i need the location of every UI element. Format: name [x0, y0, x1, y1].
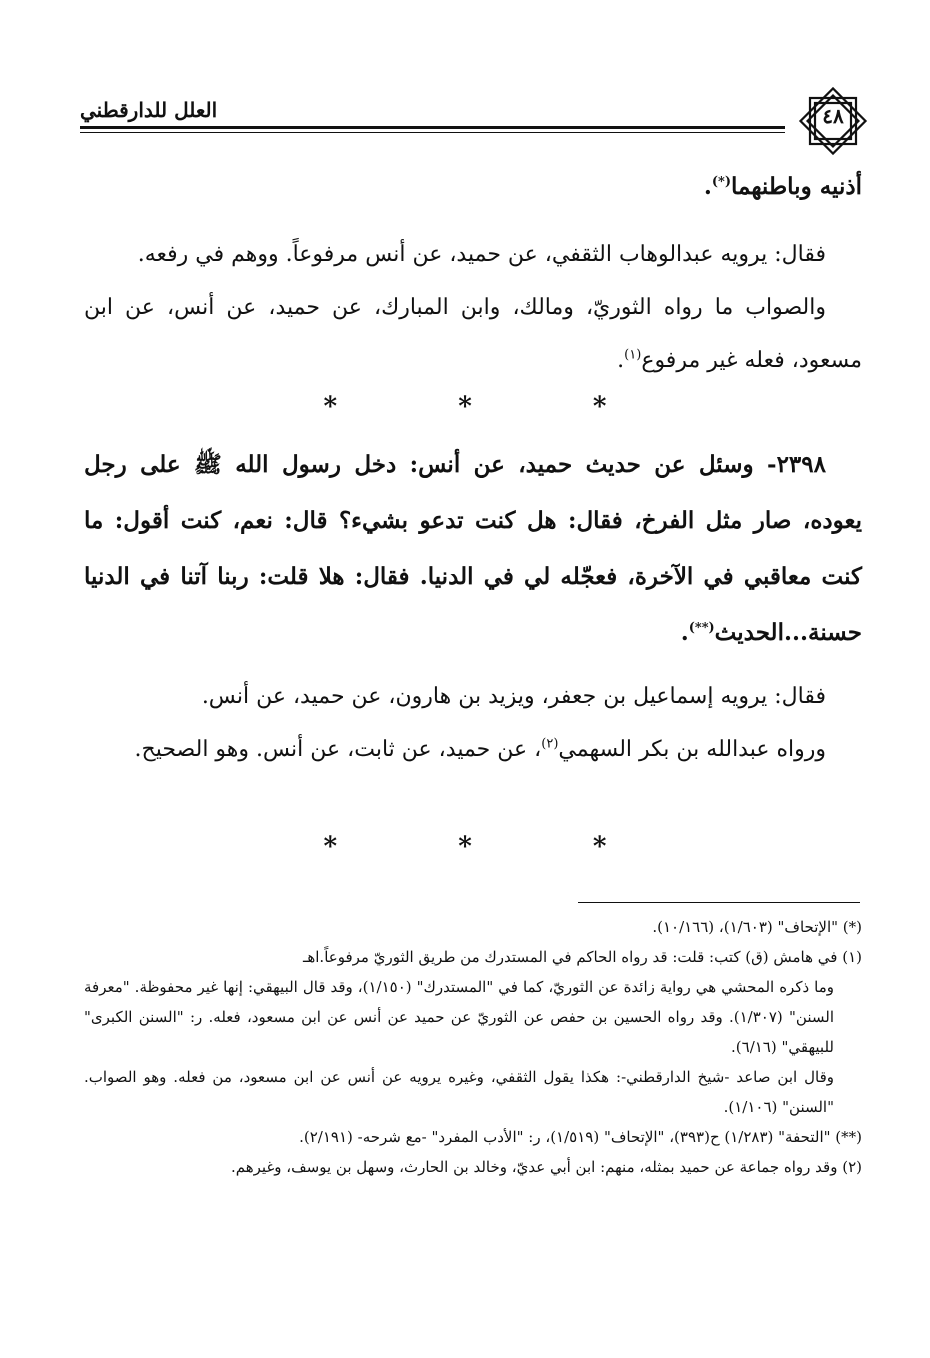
footnote-mark: (١) — [624, 347, 642, 363]
footnote-mark: (٢) — [541, 736, 559, 752]
header-rule — [80, 126, 785, 129]
paragraph-4-text-b: ، عن حميد، عن ثابت، عن أنس. وهو الصحيح. — [134, 737, 542, 762]
running-title: العلل للدارقطني — [80, 98, 218, 122]
paragraph-4-text-a: ورواه عبدالله بن بكر السهمي — [558, 737, 826, 762]
footnote: (*) "الإتحاف" (١/٦٠٣)، (١٠/١٦٦). — [652, 918, 862, 936]
paragraph-1: فقال: يرويه عبدالوهاب الثقفي، عن حميد، عن أنس مرفوعاً. ووهم في رفعه. — [137, 242, 826, 267]
footnote-mark: (**) — [688, 620, 715, 636]
hadith-text: ٢٣٩٨- وسئل عن حديث حميد، عن أنس: دخل رسول الله ﷺ على رجل يعوده، صار مثل الفرخ، فقال: هل كنت تدعو بشيء؟ قال: نعم، كنت أقول: ما كنت معاقبي في الآخرة، فعجّله لي في الدنيا. فقال: هلا قلت: ربنا آتنا في الدنيا حسنة...الحديث — [84, 451, 862, 646]
paragraph-4 — [84, 723, 862, 776]
footnote-continuation: وما ذكره المحشي هي رواية زائدة عن الثوريّ، كما في "المستدرك" (١/١٥٠)، وقد قال البيهقي: إنها غير محفوظة. "معرفة السنن" (١/٣٠٧). وقد رواه الحسين بن حفص عن الثوريّ عن حميد عن أنس عن ابن مسعود، فعله. ر: "السنن الكبرى" للبيهقي" (٦/١٦). — [84, 978, 835, 1056]
footnote: (٢) وقد رواه جماعة عن حميد بمثله، منهم: ابن أبي عديّ، وخالد بن الحارث، وسهل بن يوسف، وغيرهم. — [230, 1158, 862, 1176]
footnote: (١) في هامش (ق) كتب: قلت: قد رواه الحاكم في المستدرك من طريق الثوريّ مرفوعاً.اهـ — [302, 948, 862, 966]
hadith-entry: ٢٣٩٨- وسئل عن حديث حميد، عن أنس: دخل رسول الله ﷺ على رجل يعوده، صار مثل الفرخ، فقال: هل كنت تدعو بشيء؟ قال: نعم، كنت أقول: ما كنت معاقبي في الآخرة، فعجّله لي في الدنيا. فقال: هلا قلت: ربنا آتنا في الدنيا حسنة...الحديث(**). — [84, 451, 862, 646]
page-number: ٤٨ — [822, 104, 844, 128]
opening-line: أذنيه وباطنهما(*). — [703, 173, 862, 200]
section-divider: * * * — [323, 392, 663, 422]
footnote: (**) "التحفة" (١/٢٨٣) ح(٣٩٣)، "الإتحاف" (١/٥١٩)، ر: "الأدب المفرد" -مع شرحه- (٢/١٩١). — [299, 1128, 862, 1146]
footnote-continuation: وقال ابن صاعد -شيخ الدارقطني-: هكذا يقول الثقفي، وغيره يرويه عن أنس عن ابن مسعود، من فعله. وهو الصواب. "السنن" (١/١٠٦). — [84, 1068, 834, 1116]
paragraph-2: والصواب ما رواه الثوريّ، ومالك، وابن المبارك، عن حميد، عن أنس، عن ابن مسعود، فعله غير مرفوع$^{(١)}$. — [84, 295, 862, 373]
paragraph-3: فقال: يرويه إسماعيل بن جعفر، ويزيد بن هارون، عن حميد، عن أنس. — [201, 684, 826, 709]
page-header — [80, 84, 870, 154]
footnote-rule — [578, 902, 860, 903]
section-divider: * * * — [323, 832, 663, 862]
footnotes — [84, 912, 862, 1182]
header-rule-thin — [80, 132, 785, 133]
paragraph-2-text: والصواب ما رواه الثوريّ، ومالك، وابن المبارك، عن حميد، عن أنس، عن ابن مسعود، فعله غير مرفوع — [84, 295, 862, 373]
opening-line-text: أذنيه وباطنهما — [731, 173, 862, 200]
footnote-mark: (*) — [711, 174, 732, 190]
